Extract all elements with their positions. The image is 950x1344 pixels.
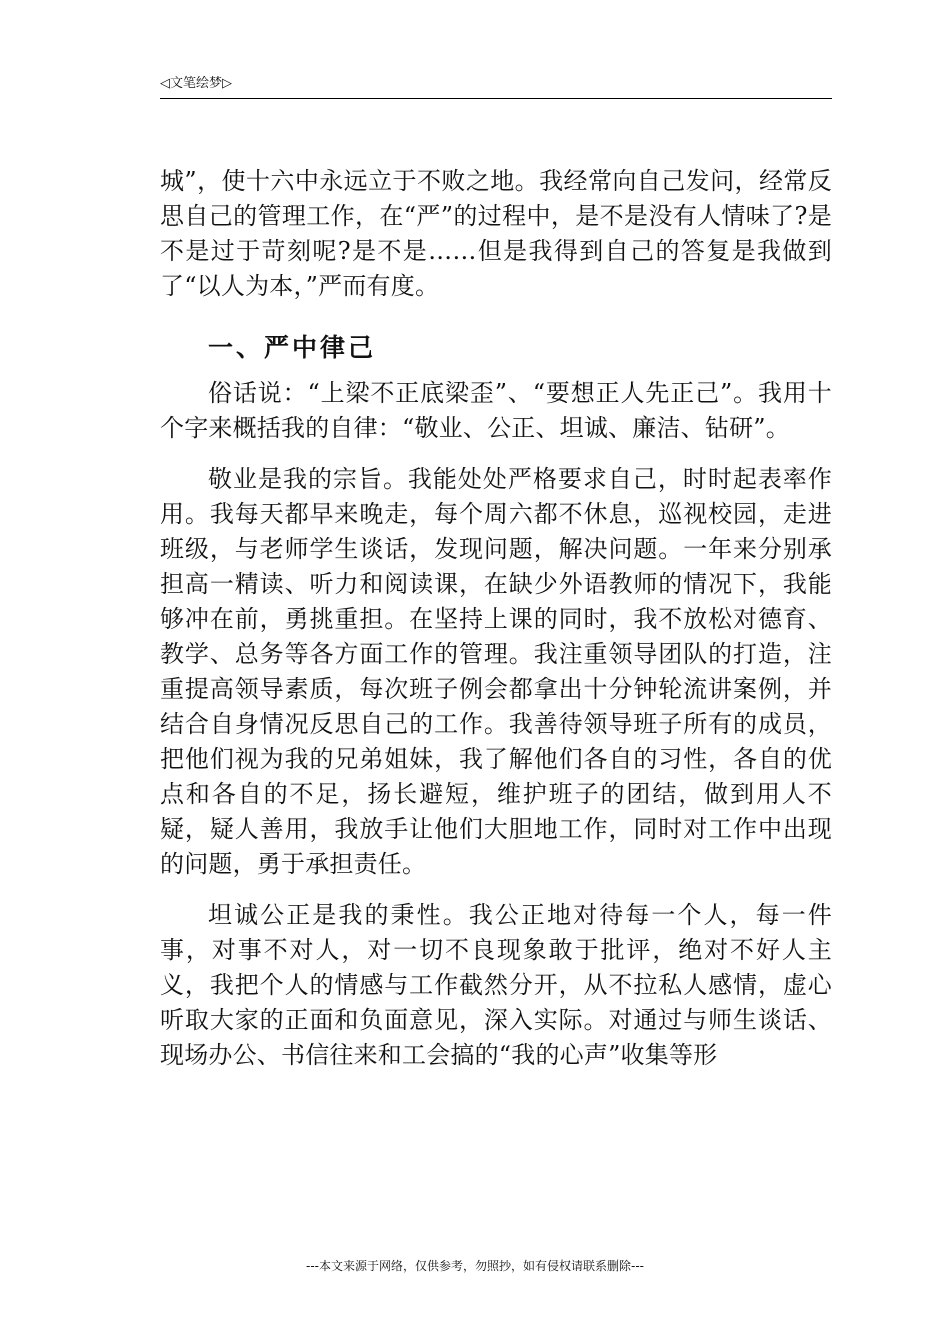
section-heading: 一、严中律己 xyxy=(208,333,377,362)
paragraph-fairness: 坦诚公正是我的秉性。我公正地对待每一个人，每一件事，对事不对人，对一切不良现象敢于批评，绝对不好人主义，我把个人的情感与工作截然分开，从不拉私人感情，虚心听取大家的正面和负面意见，深入实际。对通过与师生谈话、现场办公、书信往来和工会搞的“我的心声”收集等形 xyxy=(160,901,832,1069)
header-title: ◁文笔绘梦▷ xyxy=(160,76,232,91)
paragraph-dedication: 敬业是我的宗旨。我能处处严格要求自己，时时起表率作用。我每天都早来晚走，每个周六都不休息，巡视校园，走进班级，与老师学生谈话，发现问题，解决问题。一年来分别承担高一精读、听力和阅读课，在缺少外语教师的情况下，我能够冲在前，勇挑重担。在坚持上课的同时，我不放松对德育、教学、总务等各方面工作的管理。我注重领导团队的打造，注重提高领导素质，每次班子例会都拿出十分钟轮流讲案例，并结合自身情况反思自己的工作。我善待领导班子所有的成员，把他们视为我的兄弟姐妹，我了解他们各自的习性，各自的优点和各自的不足，扬长避短，维护班子的团结，做到用人不疑，疑人善用，我放手让他们大胆地工作，同时对工作中出现的问题，勇于承担责任。 xyxy=(160,465,832,878)
paragraph-self-discipline: 俗话说：“上梁不正底梁歪”、“要想正人先正己”。我用十个字来概括我的自律：“敬业、公正、坦诚、廉洁、钻研”。 xyxy=(160,379,832,442)
paragraph-continuation: 城”，使十六中永远立于不败之地。我经常向自己发问，经常反思自己的管理工作，在“严”的过程中，是不是没有人情味了?是不是过于苛刻呢?是不是……但是我得到自己的答复是我做到了“以人为本，”严而有度。 xyxy=(160,167,832,300)
document-body xyxy=(160,164,832,1073)
page-header xyxy=(160,76,832,99)
page-footer: ---本文来源于网络，仅供参考，勿照抄，如有侵权请联系删除--- xyxy=(306,1259,644,1273)
